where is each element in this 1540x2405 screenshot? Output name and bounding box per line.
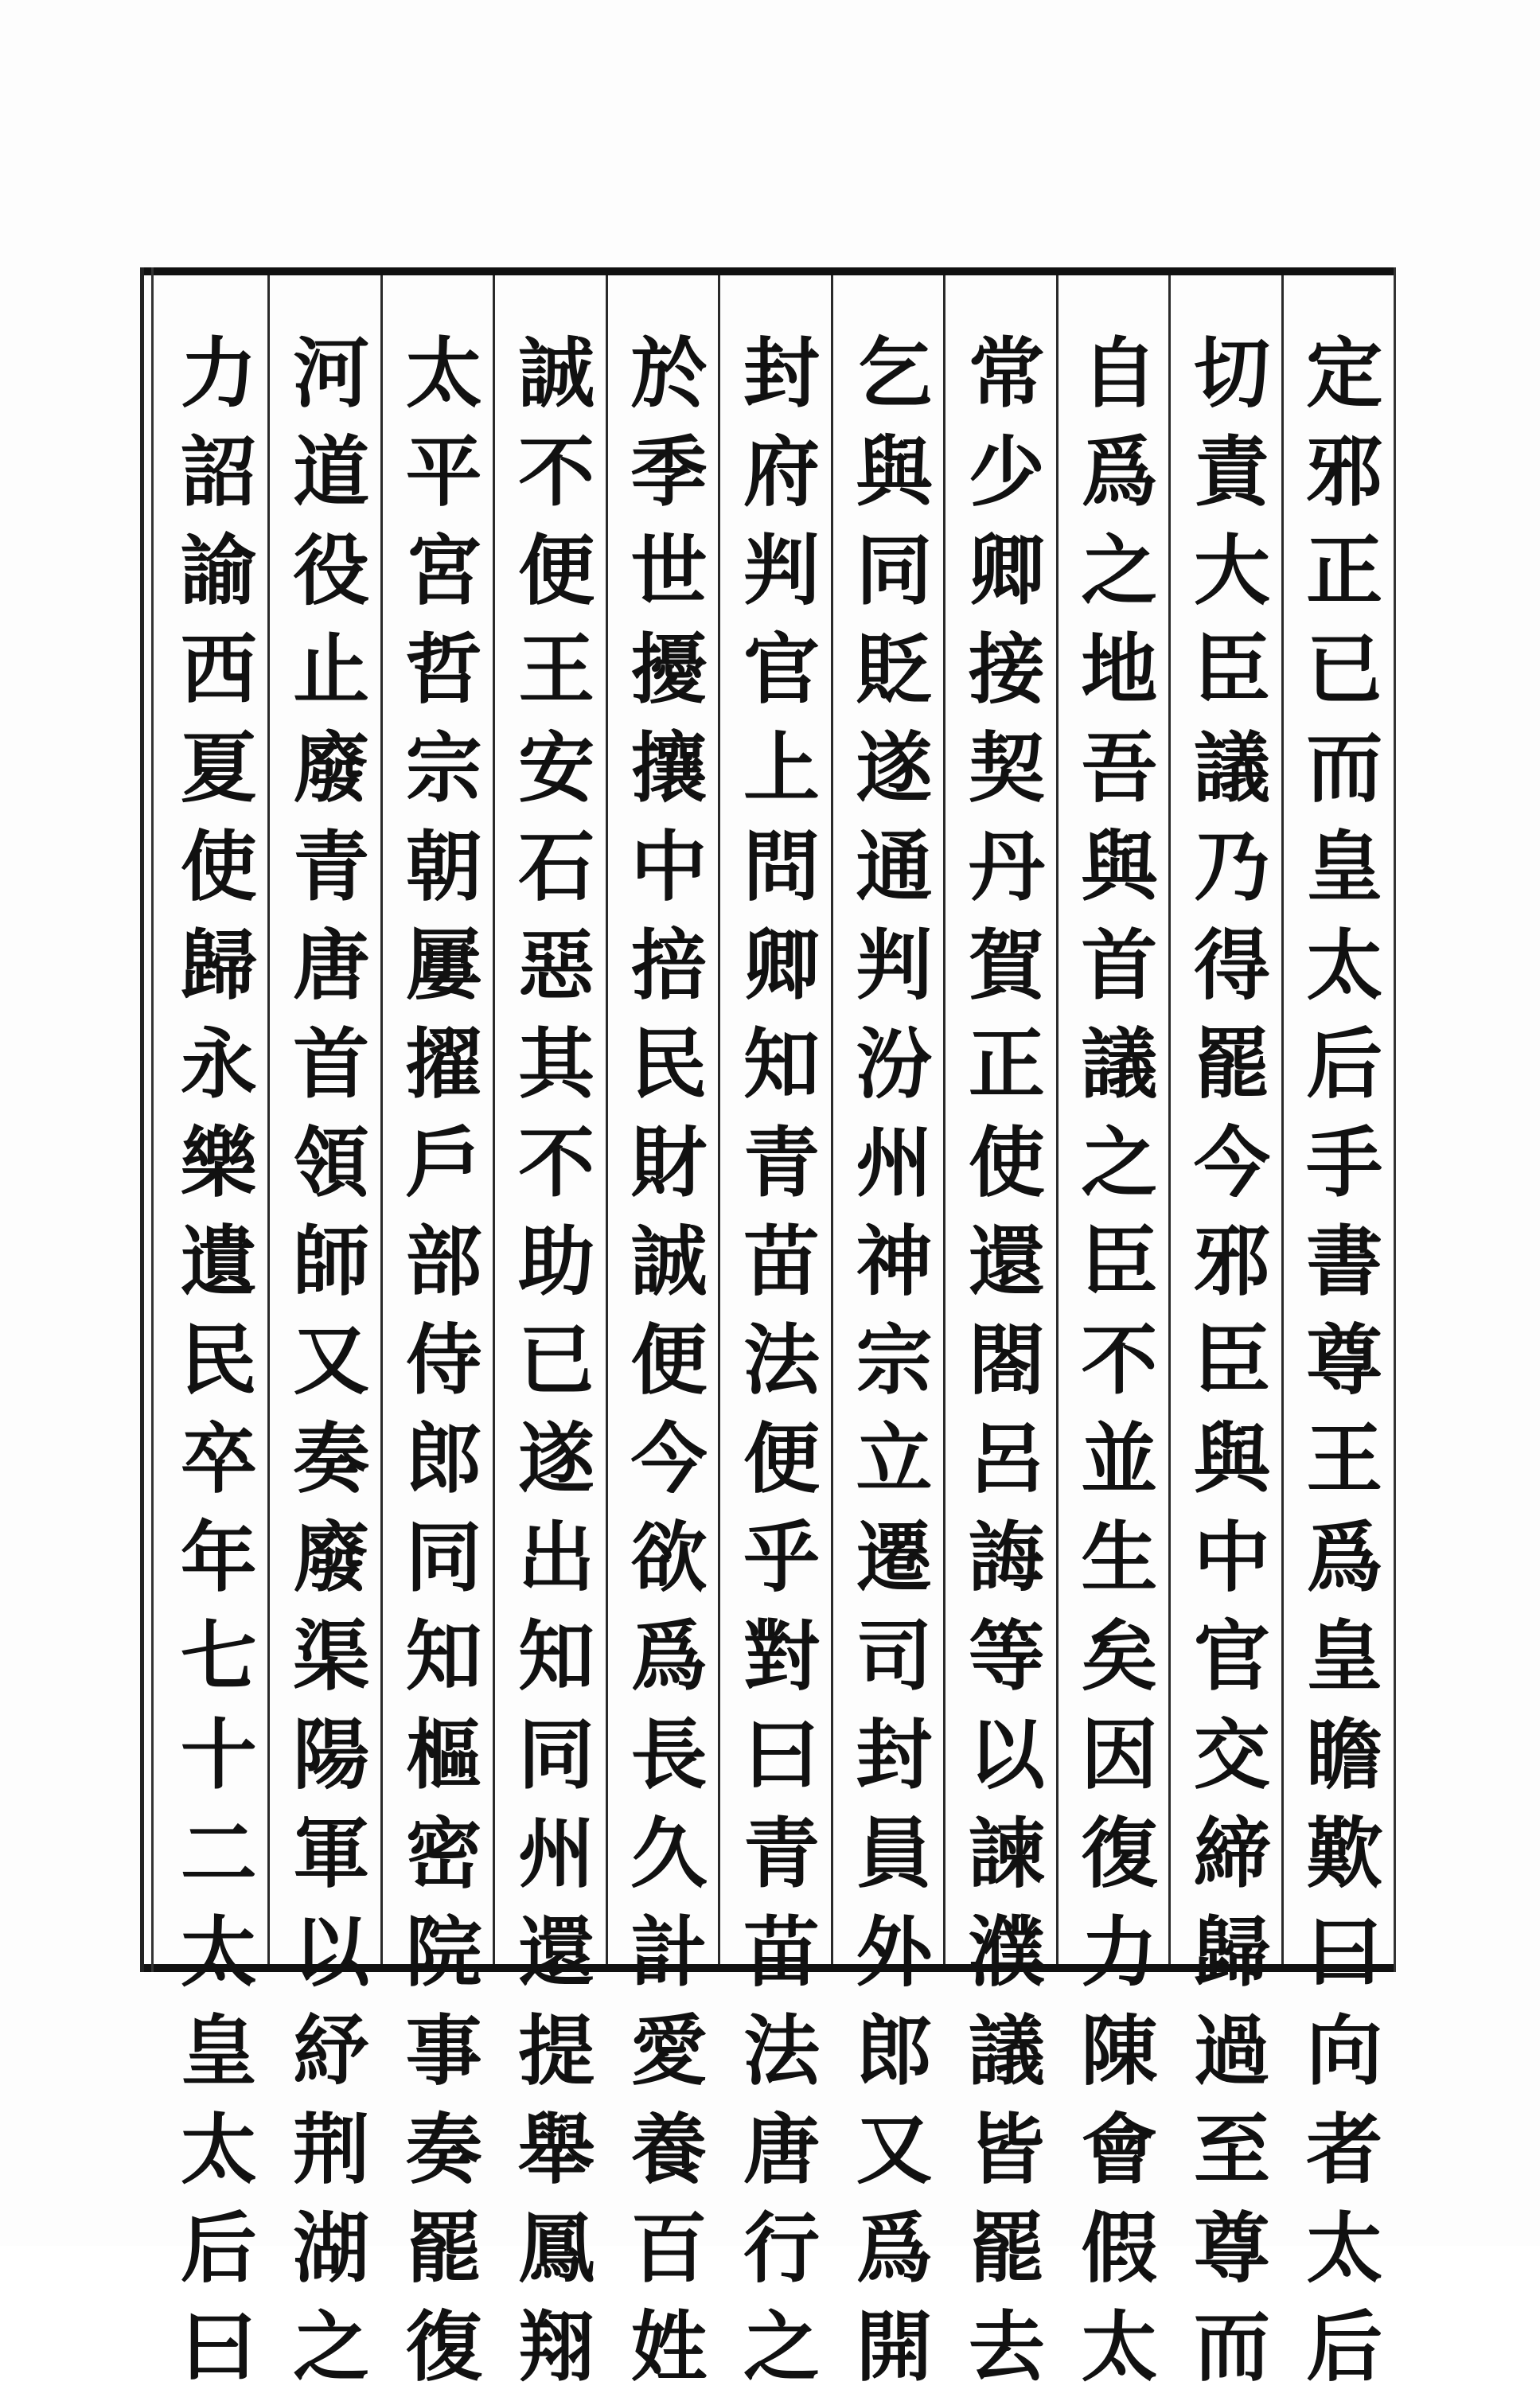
text-column-5 xyxy=(831,275,943,2405)
text-column-3 xyxy=(1056,275,1168,2405)
text-column-7 xyxy=(606,275,718,2405)
column-text: 誠不便王安石惡其不助已遂出知同州還提舉鳳翔 xyxy=(505,333,596,2405)
text-column-10 xyxy=(267,275,380,2405)
column-text: 於季世擾攘中掊民財誠便今欲爲長久計愛養百姓 xyxy=(618,333,709,2405)
column-text: 河道役止廢青唐首領師又奏廢渠陽軍以紓荆湖之 xyxy=(280,333,371,2405)
text-column-1 xyxy=(1281,275,1394,2405)
column-text: 自爲之地吾與首議之臣不並生矣因復力陳會假太 xyxy=(1068,333,1159,2405)
text-column-8 xyxy=(493,275,605,2405)
frame-left-border xyxy=(140,267,144,1972)
text-columns xyxy=(158,275,1394,2405)
text-column-2 xyxy=(1168,275,1281,2405)
text-column-4 xyxy=(943,275,1055,2405)
column-text: 切責大臣議乃得罷今邪臣與中官交締歸過至尊而 xyxy=(1181,333,1272,2405)
frame-right-border xyxy=(1394,267,1396,1972)
column-text: 力詔諭西夏使歸永樂遺民卒年七十二太皇太后曰 xyxy=(168,333,259,2405)
frame-top-border xyxy=(140,267,1396,275)
text-column-11 xyxy=(158,275,267,2405)
frame-left-inner-border xyxy=(151,267,154,1972)
column-text: 定邪正已而皇太后手書尊王爲皇瞻歎曰向者太后 xyxy=(1293,333,1384,2405)
text-column-6 xyxy=(718,275,830,2405)
column-text: 乞與同貶遂通判汾州神宗立遷司封員外郎又爲開 xyxy=(843,333,934,2405)
text-frame xyxy=(140,267,1396,2405)
column-text: 封府判官上問卿知青苗法便乎對曰青苗法唐行之 xyxy=(731,333,821,2405)
text-column-9 xyxy=(380,275,493,2405)
column-text: 太平宮哲宗朝屢擢戶部侍郎同知樞密院事奏罷復 xyxy=(393,333,484,2405)
column-text: 常少卿接契丹賀正使還閤呂誨等以諫濮議皆罷去 xyxy=(956,333,1047,2405)
